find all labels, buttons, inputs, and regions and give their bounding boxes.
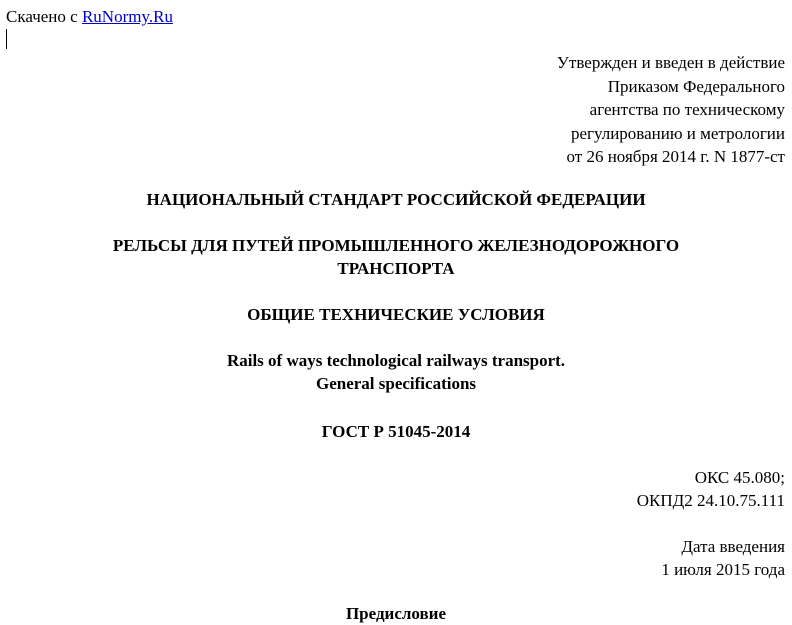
- title-line-1: РЕЛЬСЫ ДЛЯ ПУТЕЙ ПРОМЫШЛЕННОГО ЖЕЛЕЗНОДОРОЖНОГО: [112, 236, 680, 255]
- introduction-date-block: [661, 535, 785, 581]
- standard-type-heading: НАЦИОНАЛЬНЫЙ СТАНДАРТ РОССИЙСКОЙ ФЕДЕРАЦИИ: [146, 190, 646, 209]
- english-title-line-2: General specifications: [315, 374, 477, 393]
- introduction-date: 1 июля 2015 года: [661, 560, 785, 579]
- okpd-code: ОКПД2 24.10.75.111: [636, 491, 785, 510]
- runormy-link[interactable]: RuNormy.Ru: [81, 7, 173, 26]
- approval-line: Утвержден и введен в действие: [556, 53, 785, 72]
- title-line-2: ТРАНСПОРТА: [337, 259, 455, 278]
- introduction-label: Дата введения: [681, 537, 785, 556]
- approval-block: [557, 51, 785, 169]
- source-line: [6, 5, 173, 28]
- classification-block: [637, 466, 785, 512]
- text-cursor: [6, 29, 7, 49]
- english-title: [0, 349, 792, 395]
- approval-line: регулированию и метрологии: [570, 123, 785, 143]
- gost-code: ГОСТ Р 51045-2014: [321, 422, 471, 441]
- english-title-line-1: Rails of ways technological railways transport.: [226, 351, 566, 370]
- approval-line: Приказом Федерального: [607, 76, 785, 96]
- document-subtitle: ОБЩИЕ ТЕХНИЧЕСКИЕ УСЛОВИЯ: [247, 305, 545, 324]
- approval-line: агентства по техническому: [589, 100, 785, 119]
- oks-code: ОКС 45.080;: [694, 468, 785, 487]
- foreword-heading: Предисловие: [345, 604, 447, 623]
- document-title: [0, 234, 792, 280]
- approval-line: от 26 ноября 2014 г. N 1877-ст: [566, 147, 785, 166]
- source-prefix: Скачено с: [6, 7, 82, 26]
